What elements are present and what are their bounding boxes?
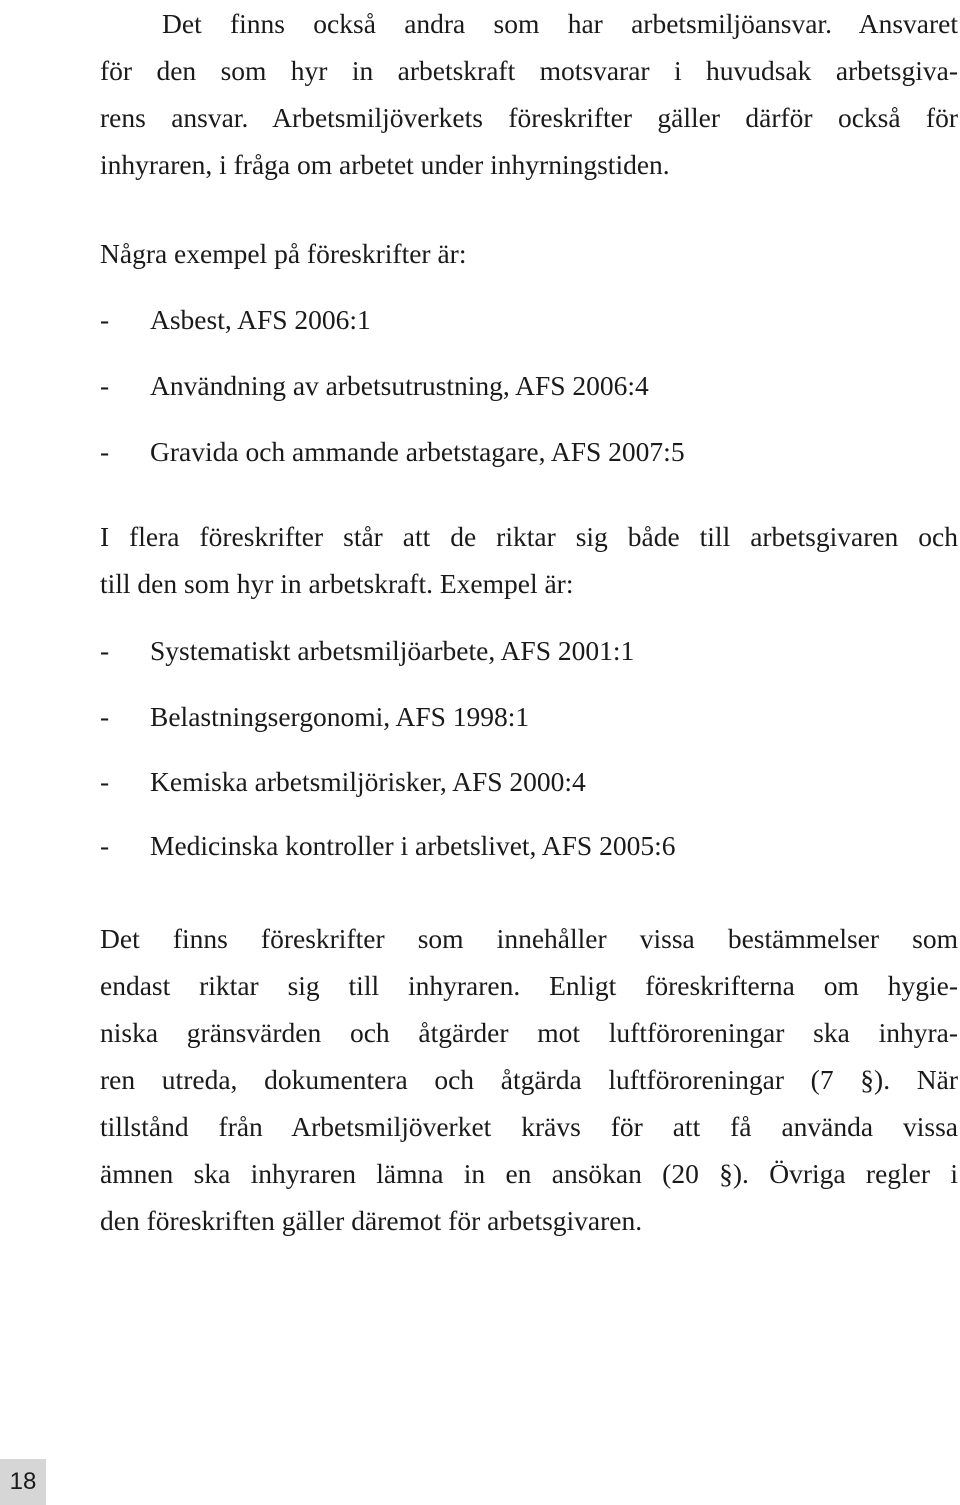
- list-item: [100, 296, 371, 343]
- paragraph-line: för den som hyr in arbetskraft motsvarar i huvudsak arbetsgiva-: [100, 55, 958, 86]
- list-dash: -: [100, 635, 110, 666]
- paragraph-line: endast riktar sig till inhyraren. Enligt föreskrifterna om hygie-: [100, 970, 958, 1001]
- paragraph-shared-regulations: [100, 513, 958, 607]
- paragraph-line: I flera föreskrifter står att de riktar sig både till arbetsgivaren och: [100, 521, 958, 552]
- examples-intro: Några exempel på föreskrifter är:: [100, 238, 467, 269]
- list-item-text: Belastningsergonomi, AFS 1998:1: [150, 701, 530, 732]
- paragraph-line: niska gränsvärden och åtgärder mot luftföroreningar ska inhyra-: [100, 1017, 958, 1048]
- list-item: [100, 627, 634, 674]
- page-number: 18: [0, 1459, 46, 1505]
- list-dash: -: [100, 766, 110, 797]
- paragraph-line: inhyraren, i fråga om arbetet under inhyrningstiden.: [100, 149, 670, 180]
- list-dash: -: [100, 830, 110, 861]
- paragraph-line: till den som hyr in arbetskraft. Exempel är:: [100, 568, 574, 599]
- list-item: [100, 822, 676, 869]
- paragraph-line: ren utreda, dokumentera och åtgärda luftföroreningar (7 §). När: [100, 1064, 958, 1095]
- list-item-text: Kemiska arbetsmiljörisker, AFS 2000:4: [150, 766, 586, 797]
- list-dash: -: [100, 370, 110, 401]
- list-item-text: Gravida och ammande arbetstagare, AFS 2007:5: [150, 436, 685, 467]
- paragraph-line: Det finns föreskrifter som innehåller vissa bestämmelser som: [100, 923, 958, 954]
- paragraph-line: ämnen ska inhyraren lämna in en ansökan (20 §). Övriga regler i: [100, 1158, 958, 1189]
- list-item-text: Systematiskt arbetsmiljöarbete, AFS 2001:1: [150, 635, 635, 666]
- paragraph-responsibility: [100, 0, 958, 188]
- paragraph-line: rens ansvar. Arbetsmiljöverkets föreskrifter gäller därför också för: [100, 102, 958, 133]
- paragraph-line: tillstånd från Arbetsmiljöverket krävs för att få använda vissa: [100, 1111, 958, 1142]
- list-dash: -: [100, 436, 110, 467]
- list-item: [100, 428, 685, 475]
- list-item-text: Asbest, AFS 2006:1: [150, 304, 371, 335]
- list-dash: -: [100, 701, 110, 732]
- list-item-text: Medicinska kontroller i arbetslivet, AFS 2005:6: [150, 830, 676, 861]
- list-item: [100, 758, 586, 805]
- paragraph-line: Det finns också andra som har arbetsmiljöansvar. Ansvaret: [162, 8, 958, 39]
- paragraph-hirer-only: [100, 915, 958, 1244]
- list-item: [100, 362, 649, 409]
- list-item: [100, 693, 529, 740]
- paragraph-line: den föreskriften gäller däremot för arbetsgivaren.: [100, 1205, 643, 1236]
- list-dash: -: [100, 304, 110, 335]
- list-item-text: Användning av arbetsutrustning, AFS 2006:4: [150, 370, 649, 401]
